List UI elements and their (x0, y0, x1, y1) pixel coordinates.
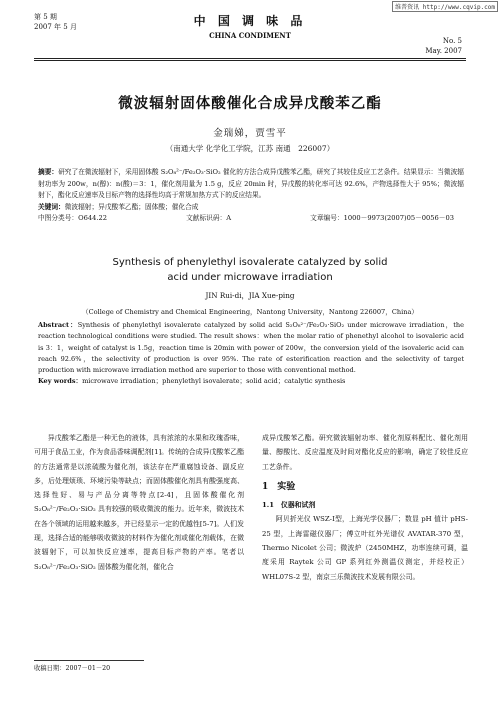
affiliation-en: （College of Chemistry and Chemical Engineering，Nantong University，Nantong 226007，China） (81, 308, 418, 316)
classification-line (38, 213, 464, 225)
abstract-cn (38, 167, 464, 225)
paper-title-en-line2: acid under microwave irradiation (167, 272, 333, 283)
abstract-cn-label: 摘要： (38, 168, 59, 176)
issue-number-cn: 第 5 期 (34, 13, 57, 21)
body-column-right (262, 431, 468, 584)
document-code: 文献标识码：A (186, 214, 232, 222)
header-rule (34, 58, 466, 59)
section-heading-experiment: 1 实验 (262, 481, 296, 492)
issue-date-cn: 2007 年 5 月 (34, 23, 77, 31)
keywords-cn-label: 关键词： (38, 202, 65, 211)
abstract-cn-body (38, 167, 464, 202)
article-number: 文章编号：1000－9973(2007)05－0056－03 (310, 214, 454, 222)
body-column-left (34, 431, 244, 574)
affiliation: （南通大学 化学化工学院，江苏 南通 226007） (165, 144, 335, 153)
keywords-en-label: Key words： (38, 377, 83, 386)
issue-date-en: May. 2007 (425, 47, 462, 55)
intro-paragraph-continued: 成异戊酸苯乙酯。研究微波辐射功率、催化剂原料配比、催化剂用量、醇酸比、反应温度及时间对酯化反应的影响，确定了较佳反应工艺条件。 (262, 434, 468, 471)
intro-paragraph: 异戊酸苯乙酯是一种无色的液体，具有浓浓的水果和玫瑰香味，可用于食品工业，作为食品香味调配剂[1]。传统的合成异戊酸苯乙酯的方法通常是以浓硫酸为催化剂，该法存在严重腐蚀设备、副反应多，后处理烦琐、环境污染等缺点；而固体酸催化剂具有酸强度高、选择性好、易与产品分离等特点[2-4]，且固体酸催化剂 S₂O₈²⁻/Fe₂O₃·SiO₂ 具有较强的吸收微波的能力。近年来，微波技术在各个领域的运用越来越多，并已经显示一定的优越性[5-7]。人们发现，选择合适的能够吸收微波的材料作为催化剂或催化剂载体，在微波辐射下，可以加快反应速率，提高目标产物的产率。笔者以 S₂O₈²⁻/Fe₂O₃·SiO₂ 固体酸为催化剂，催化合 (34, 434, 244, 571)
subsection-heading-instruments: 1.1 仪器和试剂 (262, 501, 316, 510)
abstract-cn-text: 研究了在微波辐射下，采用固体酸 S₂O₈²⁻/Fe₂O₃·SiO₂ 催化的方法合成异戊酸苯乙酯，研究了其较佳反应工艺条件。结果显示：当微波辐射功率为 200w，n(醇)：n(酸)＝3：1，催化剂用量为 1.5 g，反应 20min 时，异戊酸的转化率可达 92.6%，产物选择性大于 95%；微波辐射下，酯化反应速率及目标产物的选择性均高于常规加热方式下的反应结果。 (38, 168, 464, 199)
issue-header-right (425, 36, 462, 56)
abstract-en-text: Synthesis of phenylethyl isovalerate catalyzed by solid acid S₂O₈²⁻/Fe₂O₃·SiO₂ under microwave irradiation，the reaction technological conditions were studied. The result shows：when the molar ratio of phenethyl alcohol to isovaleric acid is 3：1，weight of catalyst is 1.5g，reaction time is 20min with power of 200w，the conversion yield of the isovaleric acid can reach 92.6%，the selectivity of production is over 95%. The rate of esterification reaction and the selectivity of target production with microwave irradiation method are superior to those with conventional method. (38, 321, 464, 375)
paper-title-en (0, 255, 500, 285)
paper-title-en-line1: Synthesis of phenylethyl isovalerate catalyzed by solid (112, 257, 388, 268)
header-rule-thin (34, 60, 466, 61)
instruments-paragraph: 阿贝折光仪 WSZ-Ⅰ型，上海光学仪器厂；数显 pH 值计 pHS-25 型，上海雷磁仪器厂；傅立叶红外光谱仪 AVATAR-370 型，Thermo Nicolet 公司；微波炉（2450MHZ，功率连续可调，温度采用 Raytek 公司 GP 系列红外测温仪测定，并经校正）WHL07S-2 型，南京三乐微波技术发展有限公司。 (262, 515, 468, 581)
keywords-en-text: microwave irradiation；phenylethyl isovalerate；solid acid；catalytic synthesis (82, 377, 346, 386)
keywords-en (38, 376, 464, 387)
watermark: 维普资讯 http://www.cqvip.com (392, 1, 498, 12)
abstract-en-label: Abstract： (38, 321, 78, 329)
authors: 金瑞娣，贾雪平 (213, 128, 287, 139)
keywords-cn-text: 微波辐射；异戊酸苯乙酯；固体酸；催化合成 (64, 202, 199, 211)
journal-name-cn: 中 国 调 味 品 (193, 14, 307, 28)
abstract-en-body (38, 320, 464, 376)
received-date-footnote: 收稿日期：2007－01－20 (34, 665, 111, 672)
footnote-rule (34, 660, 144, 661)
clc-number: 中图分类号：O644.22 (38, 214, 108, 222)
keywords-cn (38, 202, 464, 214)
paper-title: 微波辐射固体酸催化合成异戊酸苯乙酯 (118, 96, 382, 112)
journal-name-en: CHINA CONDIMENT (209, 31, 291, 40)
issue-number-en: No. 5 (442, 37, 462, 45)
authors-en: JIN Rui-di，JIA Xue-ping (205, 291, 295, 300)
abstract-en (38, 320, 464, 388)
